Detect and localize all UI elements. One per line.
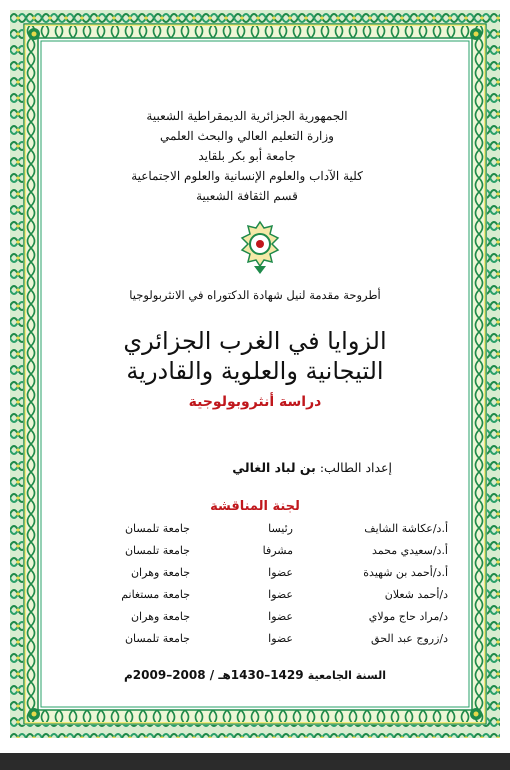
member-university: جامعة مستغانم: [121, 588, 190, 601]
committee-row: [62, 588, 448, 610]
member-role: عضوا: [268, 632, 293, 645]
member-university: جامعة تلمسان: [124, 522, 190, 535]
member-university: جامعة تلمسان: [124, 544, 190, 557]
student-name: بن لباد الغالي: [232, 460, 316, 475]
member-name: أ.د/عكاشة الشايف: [364, 522, 448, 535]
student-label: إعداد الطالب:: [319, 460, 392, 475]
committee-list: [62, 522, 448, 654]
thesis-note: أطروحة مقدمة لنيل شهادة الدكتوراه في الانثربولوجيا: [129, 288, 381, 302]
member-university: جامعة وهران: [130, 610, 190, 623]
page-content: [62, 62, 448, 686]
year-hijri: 1429–1430هـ: [218, 668, 304, 682]
title-line-1: الزوايا في الغرب الجزائري: [123, 327, 387, 355]
year-separator: /: [209, 668, 215, 682]
member-name: د/مراد حاج مولاي: [368, 610, 448, 623]
year-gregorian: 2008–2009م: [123, 668, 206, 682]
viewer-bottom-bar: [0, 753, 510, 770]
committee-row: [62, 610, 448, 632]
member-university: جامعة تلمسان: [124, 632, 190, 645]
header-line-republic: الجمهورية الجزائرية الديمقراطية الشعبية: [146, 109, 348, 123]
header-line-department: قسم الثقافة الشعبية: [196, 189, 298, 203]
committee-title: لجنة المناقشة: [210, 499, 300, 514]
member-role: عضوا: [268, 610, 293, 623]
member-role: رئيسا: [268, 522, 293, 535]
committee-row: [62, 544, 448, 566]
thesis-subtitle: دراسة أنثروبولوجية: [188, 394, 322, 410]
university-emblem-icon: [238, 220, 282, 276]
member-role: مشرفا: [262, 544, 293, 557]
member-name: أ.د/أحمد بن شهيدة: [363, 566, 448, 579]
title-line-2: التيجانية والعلوية والقادرية: [126, 357, 384, 385]
committee-row: [62, 522, 448, 544]
member-role: عضوا: [268, 588, 293, 601]
member-name: د/أحمد شعلان: [384, 588, 448, 601]
academic-year: [62, 668, 448, 682]
member-name: د/زروج عبد الحق: [371, 632, 448, 645]
member-role: عضوا: [268, 566, 293, 579]
year-label: السنة الجامعية: [307, 669, 387, 682]
institution-header: [82, 106, 412, 206]
student-line: [232, 460, 392, 475]
member-university: جامعة وهران: [130, 566, 190, 579]
thesis-title: [62, 326, 448, 386]
header-line-ministry: وزارة التعليم العالي والبحث العلمي: [160, 129, 334, 143]
page-frame: [10, 10, 500, 738]
committee-row: [62, 566, 448, 588]
member-name: أ.د/سعيدي محمد: [371, 544, 448, 557]
header-line-university: جامعة أبو بكر بلقايد: [198, 149, 296, 163]
committee-row: [62, 632, 448, 654]
header-line-faculty: كلية الآداب والعلوم الإنسانية والعلوم الاجتماعية: [131, 169, 363, 183]
